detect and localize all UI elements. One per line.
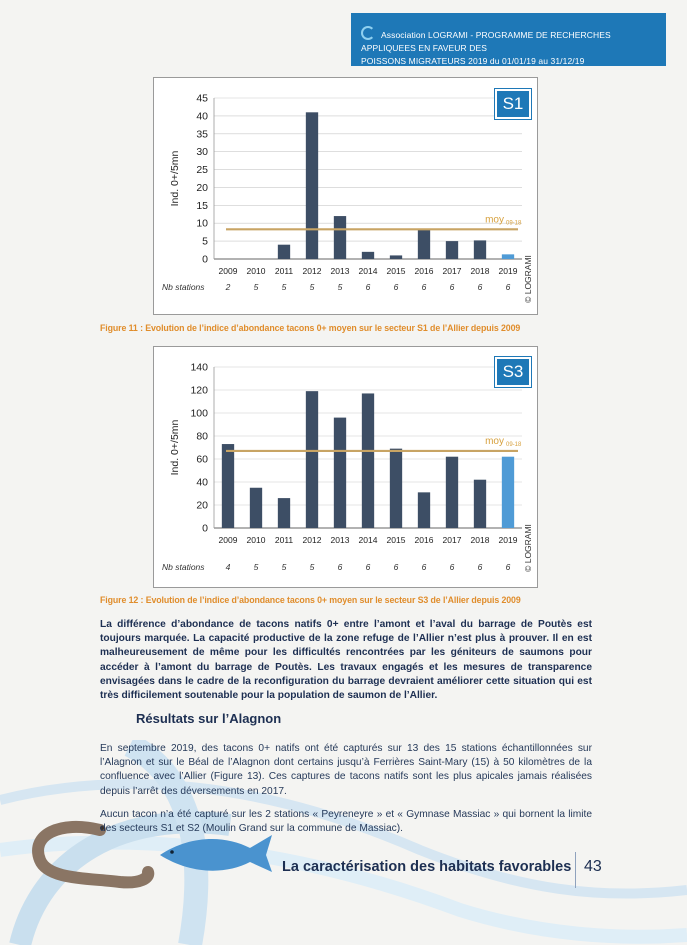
section-subtitle: Résultats sur l’Alagnon	[136, 711, 282, 726]
x-tick-label: 2018	[470, 266, 490, 276]
y-tick-label: 20	[196, 499, 208, 512]
figure-12-caption: Figure 12 : Evolution de l’indice d’abondance tacons 0+ moyen sur le secteur S3 de l’Allier depuis 2009	[100, 595, 521, 605]
alagnon-paragraph: En septembre 2019, des tacons 0+ natifs ont été capturés sur 13 des 15 stations échantillonnées sur l’Alagnon et sur le Béal de l’Alagnon dont certains jusqu’à Ferrières Saint-Mary (15) à 50 kilomètres de la confluence avec l’Allier (Figure 13). Ces captures de tacons natifs sont les plus apicales jamais réalisées depuis l’arrêt des déversements en 2017.	[100, 743, 592, 797]
bar-2013	[334, 216, 346, 259]
mean-label: moy	[485, 435, 504, 447]
x-tick-label: 2017	[442, 266, 462, 276]
station-count: 6	[505, 282, 511, 292]
no-capture-paragraph: Aucun tacon n’a été capturé sur les 2 stations « Peyreneyre » et « Gymnase Massiac » qui bornent la limite des secteurs S1 et S2 (Moulin Grand sur la commune de Massiac).	[100, 809, 592, 835]
figure-11-caption: Figure 11 : Evolution de l’indice d’abondance tacons 0+ moyen sur le secteur S1 de l’Allier depuis 2009	[100, 323, 521, 333]
bar-2018	[474, 240, 486, 259]
y-tick-label: 0	[202, 522, 208, 535]
x-tick-label: 2014	[358, 535, 378, 545]
station-count: 6	[505, 562, 511, 572]
bar-2014	[362, 252, 374, 259]
chart-s3-frame	[153, 346, 538, 588]
bar-2015	[390, 255, 402, 259]
station-count: 5	[253, 562, 259, 572]
y-tick-label: 30	[196, 146, 208, 159]
logrami-logo-icon	[361, 26, 375, 40]
y-tick-label: 10	[196, 217, 208, 230]
x-tick-label: 2018	[470, 535, 490, 545]
station-count: 6	[337, 562, 343, 572]
bar-2017	[446, 457, 458, 528]
station-count: 6	[421, 282, 427, 292]
header-line-1: Association LOGRAMI - PROGRAMME DE RECHERCHES APPLIQUEES EN FAVEUR DES	[361, 30, 611, 53]
station-count: 4	[225, 562, 231, 572]
copyright-label: © LOGRAMI	[523, 255, 533, 303]
x-tick-label: 2019	[498, 535, 518, 545]
bar-2015	[390, 449, 402, 528]
x-tick-label: 2015	[386, 266, 406, 276]
stations-label: Nb stations	[162, 282, 205, 292]
y-tick-label: 100	[190, 407, 208, 420]
station-count: 6	[449, 562, 455, 572]
station-count: 5	[253, 282, 259, 292]
y-tick-label: 45	[196, 92, 208, 105]
summary-paragraph: La différence d’abondance de tacons natifs 0+ entre l’amont et l’aval du barrage de Poutès est toujours marquée. La capacité productive de la zone refuge de l’Allier n’est plus à prouver. Il en est malheureusement de même pour les difficultés rencontrées par les géniteurs de saumons pour accéder à l’amont du barrage de Poutès. Les travaux engagés et les mesures de transparence envisagées dans le cadre de la reconfiguration du barrage devraient améliorer cette situation qui est très difficilement soutenable pour la population de saumon de l’Allier.	[100, 619, 592, 702]
y-tick-label: 140	[190, 361, 208, 374]
mean-label-subscript: 09-18	[506, 441, 522, 448]
sector-badge-s1: S1	[495, 89, 531, 119]
bar-2016	[418, 229, 430, 259]
y-tick-label: 20	[196, 181, 208, 194]
bar-2010	[250, 488, 262, 528]
page-number: 43	[584, 858, 602, 875]
mean-label: moy	[485, 214, 504, 226]
x-tick-label: 2009	[218, 535, 238, 545]
x-tick-label: 2016	[414, 535, 434, 545]
station-count: 6	[421, 562, 427, 572]
y-axis-label: Ind. 0+/5mn	[169, 419, 181, 476]
y-tick-label: 40	[196, 476, 208, 489]
x-tick-label: 2019	[498, 266, 518, 276]
y-tick-label: 80	[196, 430, 208, 443]
x-tick-label: 2016	[414, 266, 434, 276]
bar-2016	[418, 492, 430, 528]
section-footer-title: La caractérisation des habitats favorables	[282, 859, 572, 875]
station-count: 5	[309, 562, 315, 572]
x-tick-label: 2010	[246, 266, 266, 276]
x-tick-label: 2013	[330, 535, 350, 545]
x-tick-label: 2015	[386, 535, 406, 545]
footer-divider	[575, 852, 576, 888]
chart-s1-frame	[153, 77, 538, 315]
copyright-label: © LOGRAMI	[523, 524, 533, 572]
sector-badge-s3: S3	[495, 357, 531, 387]
bar-2012	[306, 112, 318, 259]
bar-2019	[502, 254, 514, 259]
y-tick-label: 25	[196, 164, 208, 177]
station-count: 2	[225, 282, 231, 292]
y-tick-label: 120	[190, 384, 208, 397]
station-count: 6	[477, 562, 483, 572]
station-count: 5	[337, 282, 343, 292]
station-count: 5	[281, 562, 287, 572]
station-count: 6	[365, 562, 371, 572]
x-tick-label: 2017	[442, 535, 462, 545]
y-tick-label: 0	[202, 253, 208, 266]
station-count: 5	[309, 282, 315, 292]
station-count: 6	[393, 562, 399, 572]
chart-s3	[154, 347, 537, 587]
bar-2013	[334, 418, 346, 528]
bar-2018	[474, 480, 486, 528]
station-count: 6	[477, 282, 483, 292]
bar-2019	[502, 457, 514, 528]
chart-s1	[154, 78, 537, 314]
header-line-2: POISSONS MIGRATEURS 2019 du 01/01/19 au 31/12/19	[361, 56, 585, 66]
y-axis-label: Ind. 0+/5mn	[169, 150, 181, 207]
x-tick-label: 2014	[358, 266, 378, 276]
station-count: 6	[393, 282, 399, 292]
bar-2017	[446, 241, 458, 259]
bar-2009	[222, 444, 234, 528]
mean-label-subscript: 09-18	[506, 220, 522, 227]
bar-2012	[306, 391, 318, 528]
x-tick-label: 2012	[302, 535, 322, 545]
y-tick-label: 15	[196, 199, 208, 212]
document-header	[351, 13, 666, 66]
station-count: 5	[281, 282, 287, 292]
station-count: 6	[449, 282, 455, 292]
station-count: 6	[365, 282, 371, 292]
y-tick-label: 40	[196, 110, 208, 123]
x-tick-label: 2011	[274, 535, 294, 545]
x-tick-label: 2011	[274, 266, 294, 276]
bar-2011	[278, 245, 290, 259]
x-tick-label: 2013	[330, 266, 350, 276]
y-tick-label: 5	[202, 235, 208, 248]
y-tick-label: 60	[196, 453, 208, 466]
x-tick-label: 2009	[218, 266, 238, 276]
x-tick-label: 2012	[302, 266, 322, 276]
x-tick-label: 2010	[246, 535, 266, 545]
y-tick-label: 35	[196, 128, 208, 141]
stations-label: Nb stations	[162, 562, 205, 572]
bar-2011	[278, 498, 290, 528]
bar-2014	[362, 393, 374, 528]
